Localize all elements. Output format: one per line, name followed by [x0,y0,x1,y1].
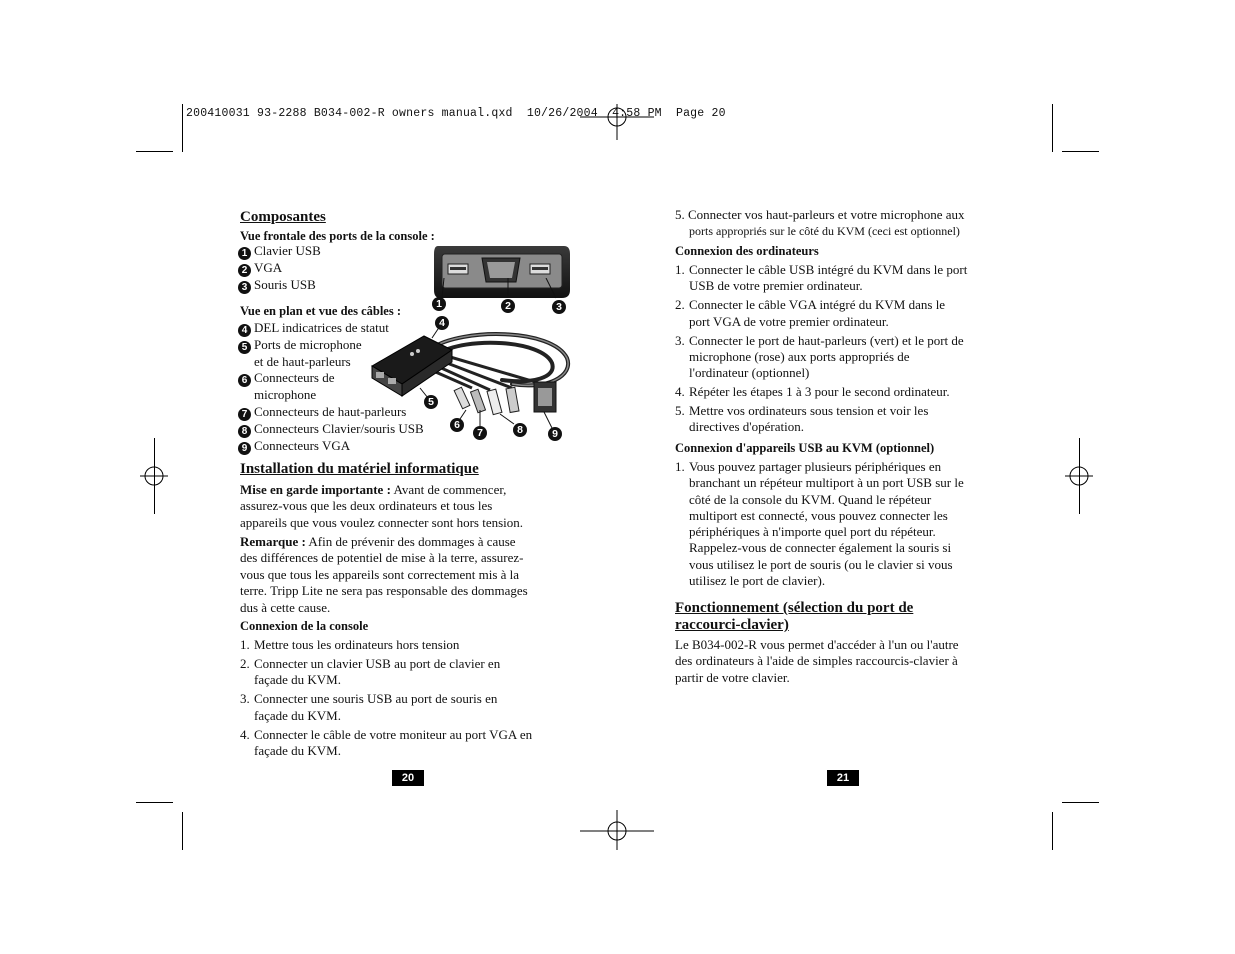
front-view-title: Vue frontale des ports de la console : [240,229,435,243]
list-item: 1. Vous pouvez partager plusieurs périphériques en branchant un répéteur multiport à un port USB sur le côté de la console du KVM. Quand le répéteur multiport est connecté, vous pouvez connecter les périphériques à n'importe quel port du répéteur. Rappelez-vous de connecter également la souris si vous utilisez le port de souris (ou le clavier si vous utilisez le port de clavier). [675,459,964,589]
callout-8: 8 [513,423,527,437]
callout-9: 9 [548,427,562,441]
note-paragraph: Remarque : Afin de prévenir des dommages à cause des différences de potentiel de mise à la terre, assurez- vous que tous les appareils sont correctement mis à la terre. Tripp Lite ne sera pas responsable des dommages dus à cette cause. [240,534,528,615]
legend-item: 3 Souris USB [238,277,321,294]
legend-item: microphone [254,387,317,403]
components-heading: Composantes [240,209,326,225]
list-item: 2. Connecter un clavier USB au port de clavier en façade du KVM. [240,655,501,688]
computers-heading: Connexion des ordinateurs [675,244,819,258]
list-item: 2. Connecter le câble VGA intégré du KVM dans le port VGA de votre premier ordinateur. [675,297,946,329]
print-slug-line: 200410031 93-2288 B034-002-R owners manual.qxd 10/26/2004 4:58 PM Page 20 [186,107,726,120]
list-item: 4. Répéter les étapes 1 à 3 pour le second ordinateur. [675,384,950,400]
computer-steps [675,262,1005,438]
operation-paragraph: Le B034-002-R vous permet d'accéder à l'un ou l'autre des ordinateurs à l'aide de simples raccourcis-clavier à partir de votre clavier. [675,637,959,685]
callout-7: 7 [473,426,487,440]
callout-6: 6 [450,418,464,432]
list-item: 1. Connecter le câble USB intégré du KVM dans le port USB de votre premier ordinateur. [675,262,968,294]
legend-item: 4 DEL indicatrices de statut [238,320,424,337]
legend-item: 1 Clavier USB [238,243,321,260]
callout-1: 1 [432,297,446,311]
warning-paragraph: Mise en garde importante : Avant de commencer, assurez-vous que les deux ordinateurs et tous les appareils que vous voulez connecter sont hors tension. [240,482,524,530]
step5-text: 5. Connecter vos haut-parleurs et votre microphone aux ports appropriés sur le côté du KVM (ceci est optionnel) [675,207,965,239]
console-steps [240,637,570,762]
legend-item: 7 Connecteurs de haut-parleurs [238,404,424,421]
list-item: 5. Mettre vos ordinateurs sous tension et voir les directives d'opération. [675,403,929,435]
legend-item: et de haut-parleurs [254,354,351,369]
page-number-left: 20 [392,770,424,786]
operation-heading: Fonctionnement (sélection du port de raccourci-clavier) [675,600,914,633]
list-item: 3. Connecter le port de haut-parleurs (vert) et le port de microphone (rose) aux ports appropriés de l'ordinateur (optionnel) [675,332,964,381]
usb-heading: Connexion d'appareils USB au KVM (optionnel) [675,441,935,455]
legend-item: 5 Ports de microphone [238,337,424,354]
legend-item: 2 VGA [238,260,321,277]
usb-steps [675,459,1005,592]
plan-view-title: Vue en plan et vue des câbles : [240,304,402,318]
legend-item: 6 Connecteurs de [238,370,424,387]
legend-item: 8 Connecteurs Clavier/souris USB [238,421,424,438]
list-item: 4. Connecter le câble de votre moniteur au port VGA en façade du KVM. [240,726,533,758]
callout-3: 3 [552,300,566,314]
list-item: 1. Mettre tous les ordinateurs hors tension [240,637,460,652]
legend-item: 9 Connecteurs VGA [238,438,424,455]
kvm-cables-image [362,318,582,446]
callout-2: 2 [501,299,515,313]
list-item: 3. Connecter une souris USB au port de souris en façade du KVM. [240,691,498,723]
callout-5: 5 [424,395,438,409]
callout-4: 4 [435,316,449,330]
page-number-right: 21 [827,770,859,786]
front-callout-leaders [440,278,560,304]
console-heading: Connexion de la console [240,619,369,633]
front-ports-legend [238,243,321,294]
install-heading: Installation du matériel informatique [240,461,479,477]
